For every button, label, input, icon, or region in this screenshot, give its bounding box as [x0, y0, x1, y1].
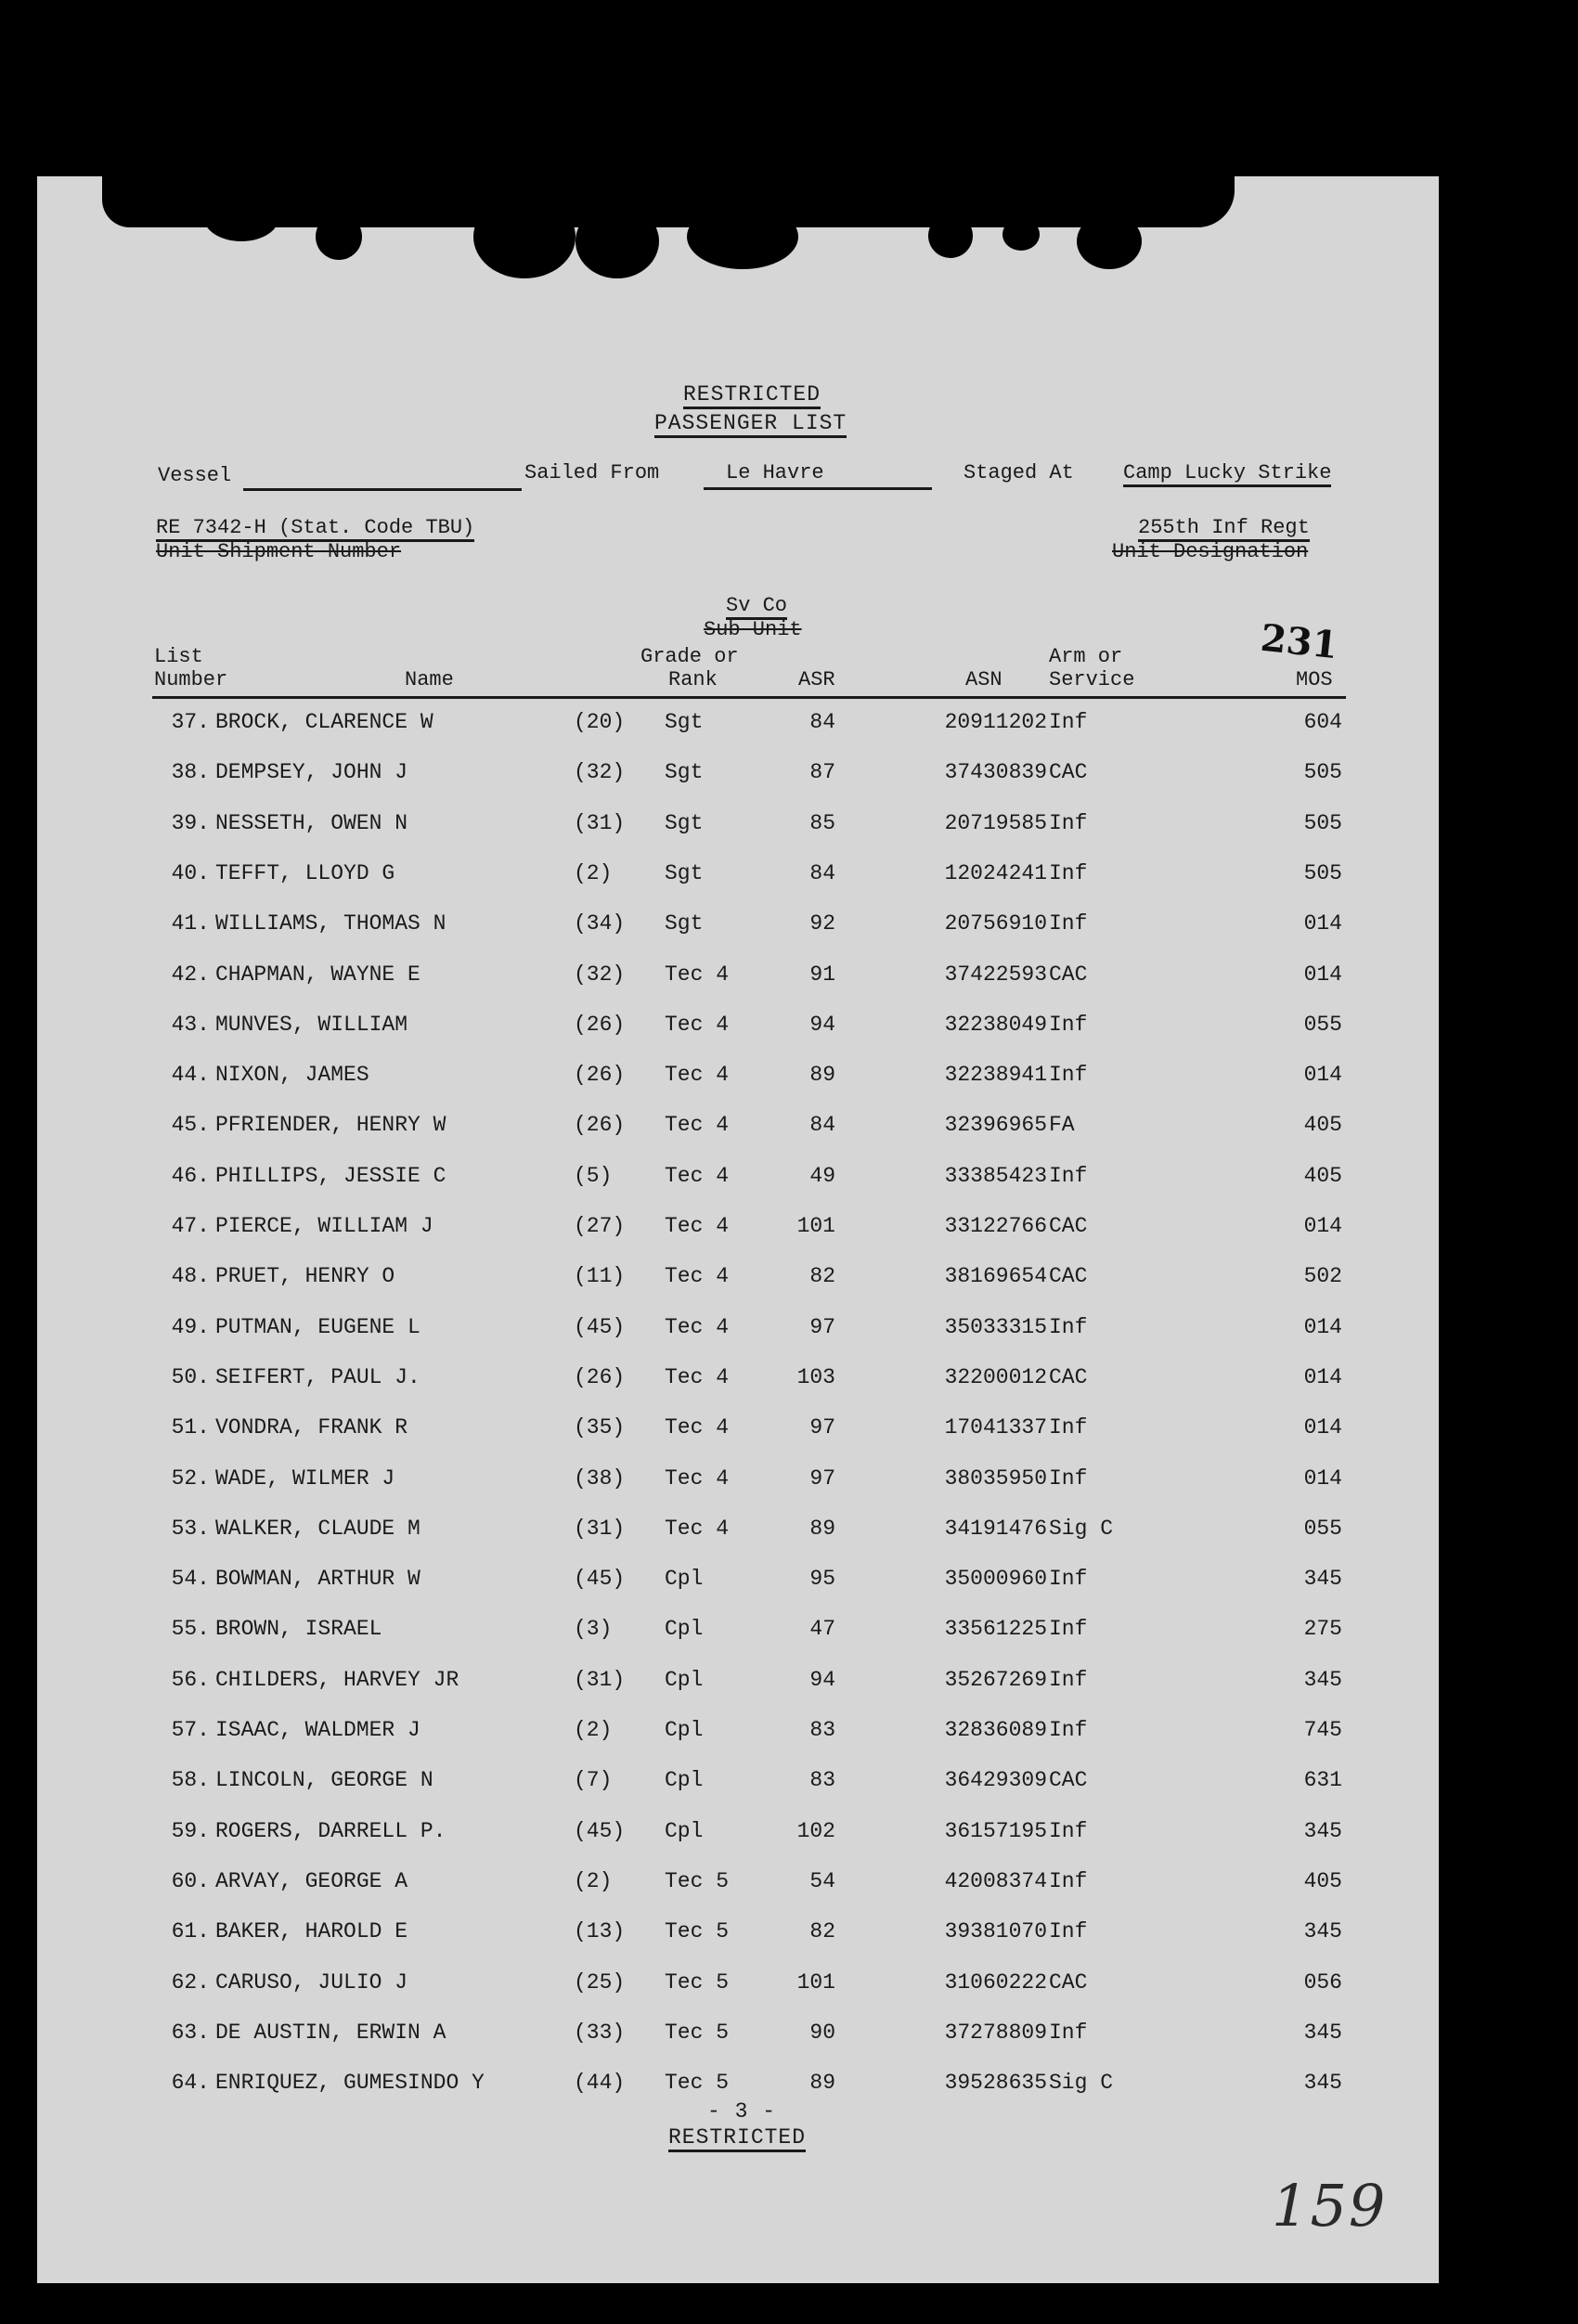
- handwritten-page-number: 159: [1272, 2172, 1388, 2240]
- list-number: 60.: [171, 1868, 210, 1893]
- document-page: [37, 176, 1439, 2283]
- grade: Tec 4: [665, 1314, 730, 1339]
- list-number: 56.: [171, 1667, 210, 1692]
- staged-at-value: Camp Lucky Strike: [1123, 461, 1331, 487]
- asr: 89: [809, 1516, 835, 1541]
- code: (45): [574, 1818, 626, 1843]
- asn: 32396965: [944, 1113, 1047, 1138]
- table-row: [37, 760, 1439, 797]
- code: (31): [574, 810, 626, 835]
- asn: 37422593: [944, 962, 1047, 987]
- mos: 345: [1303, 1567, 1342, 1592]
- unit-designation-value: 255th Inf Regt: [1138, 516, 1310, 542]
- table-row: [37, 1264, 1439, 1301]
- passenger-name: PHILLIPS, JESSIE C: [215, 1163, 446, 1188]
- asr: 101: [796, 1969, 835, 1995]
- table-row: [37, 911, 1439, 949]
- arm-service: CAC: [1049, 1364, 1088, 1389]
- mos: 014: [1303, 1415, 1342, 1440]
- asr: 97: [809, 1415, 835, 1440]
- arm-service: Inf: [1049, 1314, 1088, 1339]
- grade: Sgt: [665, 710, 704, 734]
- grade: Tec 4: [665, 1012, 730, 1037]
- code: (26): [574, 1012, 626, 1037]
- handwritten-page-mark: 231: [1258, 615, 1340, 668]
- passenger-name: WALKER, CLAUDE M: [215, 1516, 420, 1541]
- passenger-name: MUNVES, WILLIAM: [215, 1012, 408, 1037]
- list-number: 62.: [171, 1969, 210, 1995]
- sailed-line: [704, 487, 932, 490]
- col-list-number-line1: List: [154, 645, 203, 668]
- arm-service: FA: [1049, 1113, 1075, 1138]
- asn: 38169654: [944, 1264, 1047, 1289]
- col-grade-line1: Grade or: [640, 645, 739, 668]
- asn: 31060222: [944, 1969, 1047, 1995]
- table-row: [37, 811, 1439, 848]
- code: (32): [574, 962, 626, 987]
- list-number: 64.: [171, 2071, 210, 2096]
- mos: 014: [1303, 1314, 1342, 1339]
- passenger-name: CARUSO, JULIO J: [215, 1969, 408, 1995]
- unit-shipment-number-value: RE 7342-H (Stat. Code TBU): [156, 516, 474, 542]
- list-number: 42.: [171, 962, 210, 987]
- asn: 38035950: [944, 1465, 1047, 1491]
- asr: 84: [809, 1113, 835, 1138]
- header-rule: [152, 696, 1346, 699]
- asn: 37278809: [944, 2020, 1047, 2045]
- passenger-name: PFRIENDER, HENRY W: [215, 1113, 446, 1138]
- arm-service: Sig C: [1049, 1516, 1114, 1541]
- mos: 014: [1303, 1214, 1342, 1238]
- arm-service: Inf: [1049, 911, 1088, 936]
- list-number: 57.: [171, 1718, 210, 1742]
- asn: 42008374: [944, 1868, 1047, 1893]
- mos: 505: [1303, 860, 1342, 885]
- asr: 47: [809, 1617, 835, 1642]
- grade: Tec 4: [665, 1214, 730, 1238]
- asn: 32200012: [944, 1364, 1047, 1389]
- passenger-name: WADE, WILMER J: [215, 1465, 395, 1491]
- grade: Sgt: [665, 911, 704, 936]
- passenger-name: CHAPMAN, WAYNE E: [215, 962, 420, 987]
- arm-service: Inf: [1049, 1163, 1088, 1188]
- asr: 97: [809, 1314, 835, 1339]
- arm-service: Inf: [1049, 860, 1088, 885]
- passenger-name: DEMPSEY, JOHN J: [215, 760, 408, 785]
- list-number: 59.: [171, 1818, 210, 1843]
- code: (38): [574, 1465, 626, 1491]
- mos: 014: [1303, 1465, 1342, 1491]
- table-row: [37, 1466, 1439, 1504]
- grade: Tec 4: [665, 1063, 730, 1088]
- grade: Sgt: [665, 860, 704, 885]
- table-row: [37, 1919, 1439, 1956]
- grade: Tec 5: [665, 1969, 730, 1995]
- code: (11): [574, 1264, 626, 1289]
- asr: 103: [796, 1364, 835, 1389]
- table-row: [37, 1365, 1439, 1402]
- col-name: Name: [405, 668, 454, 691]
- arm-service: Inf: [1049, 710, 1088, 734]
- passenger-name: ENRIQUEZ, GUMESINDO Y: [215, 2071, 485, 2096]
- asn: 36157195: [944, 1818, 1047, 1843]
- list-number: 55.: [171, 1617, 210, 1642]
- mos: 055: [1303, 1516, 1342, 1541]
- asn: 35267269: [944, 1667, 1047, 1692]
- code: (7): [574, 1768, 613, 1793]
- passenger-name: PRUET, HENRY O: [215, 1264, 395, 1289]
- asn: 33385423: [944, 1163, 1047, 1188]
- mos: 505: [1303, 760, 1342, 785]
- code: (26): [574, 1063, 626, 1088]
- col-asr: ASR: [798, 668, 835, 691]
- list-number: 61.: [171, 1919, 210, 1944]
- arm-service: Inf: [1049, 1667, 1088, 1692]
- arm-service: Inf: [1049, 2020, 1088, 2045]
- passenger-name: BROWN, ISRAEL: [215, 1617, 382, 1642]
- arm-service: Sig C: [1049, 2071, 1114, 2096]
- table-row: [37, 1214, 1439, 1251]
- arm-service: CAC: [1049, 962, 1088, 987]
- asn: 33561225: [944, 1617, 1047, 1642]
- list-number: 48.: [171, 1264, 210, 1289]
- col-arm-line1: Arm or: [1049, 645, 1123, 668]
- asr: 97: [809, 1465, 835, 1491]
- asr: 84: [809, 710, 835, 734]
- arm-service: CAC: [1049, 1264, 1088, 1289]
- list-number: 53.: [171, 1516, 210, 1541]
- mos: 345: [1303, 1818, 1342, 1843]
- asr: 82: [809, 1919, 835, 1944]
- mos: 505: [1303, 810, 1342, 835]
- list-number: 49.: [171, 1314, 210, 1339]
- code: (26): [574, 1364, 626, 1389]
- code: (2): [574, 1868, 613, 1893]
- passenger-name: PUTMAN, EUGENE L: [215, 1314, 420, 1339]
- code: (27): [574, 1214, 626, 1238]
- code: (25): [574, 1969, 626, 1995]
- grade: Tec 4: [665, 962, 730, 987]
- passenger-name: DE AUSTIN, ERWIN A: [215, 2020, 446, 2045]
- code: (31): [574, 1667, 626, 1692]
- code: (32): [574, 760, 626, 785]
- asr: 102: [796, 1818, 835, 1843]
- asn: 32836089: [944, 1718, 1047, 1742]
- list-number: 50.: [171, 1364, 210, 1389]
- table-row: [37, 1415, 1439, 1452]
- arm-service: Inf: [1049, 1567, 1088, 1592]
- arm-service: Inf: [1049, 1465, 1088, 1491]
- mos: 405: [1303, 1163, 1342, 1188]
- code: (2): [574, 860, 613, 885]
- passenger-name: PIERCE, WILLIAM J: [215, 1214, 433, 1238]
- mos: 345: [1303, 1667, 1342, 1692]
- arm-service: CAC: [1049, 1214, 1088, 1238]
- asr: 94: [809, 1012, 835, 1037]
- list-number: 39.: [171, 810, 210, 835]
- restricted-heading: RESTRICTED: [683, 382, 821, 409]
- passenger-name: LINCOLN, GEORGE N: [215, 1768, 433, 1793]
- list-number: 58.: [171, 1768, 210, 1793]
- grade: Tec 4: [665, 1163, 730, 1188]
- asr: 87: [809, 760, 835, 785]
- passenger-name: NIXON, JAMES: [215, 1063, 369, 1088]
- table-row: [37, 1869, 1439, 1906]
- arm-service: Inf: [1049, 1012, 1088, 1037]
- table-row: [37, 1567, 1439, 1604]
- passenger-name: CHILDERS, HARVEY JR: [215, 1667, 459, 1692]
- unit-shipment-number-label: Unit Shipment Number: [156, 540, 402, 563]
- arm-service: CAC: [1049, 1768, 1088, 1793]
- asn: 12024241: [944, 860, 1047, 885]
- code: (20): [574, 710, 626, 734]
- passenger-name: BOWMAN, ARTHUR W: [215, 1567, 420, 1592]
- table-row: [37, 1768, 1439, 1805]
- mos: 014: [1303, 911, 1342, 936]
- mos: 014: [1303, 1063, 1342, 1088]
- sailed-from-label: Sailed From: [524, 461, 660, 484]
- asn: 34191476: [944, 1516, 1047, 1541]
- mos: 345: [1303, 2020, 1342, 2045]
- mos: 502: [1303, 1264, 1342, 1289]
- mos: 345: [1303, 1919, 1342, 1944]
- table-row: [37, 1063, 1439, 1100]
- asr: 92: [809, 911, 835, 936]
- code: (35): [574, 1415, 626, 1440]
- table-row: [37, 1113, 1439, 1150]
- arm-service: Inf: [1049, 1617, 1088, 1642]
- grade: Tec 4: [665, 1113, 730, 1138]
- grade: Cpl: [665, 1718, 704, 1742]
- torn-top-edge: [37, 176, 1439, 297]
- passenger-name: WILLIAMS, THOMAS N: [215, 911, 446, 936]
- grade: Cpl: [665, 1768, 704, 1793]
- arm-service: Inf: [1049, 1063, 1088, 1088]
- asr: 89: [809, 2071, 835, 2096]
- asr: 90: [809, 2020, 835, 2045]
- passenger-list-title: PASSENGER LIST: [654, 411, 847, 438]
- passenger-name: NESSETH, OWEN N: [215, 810, 408, 835]
- table-row: [37, 710, 1439, 747]
- arm-service: Inf: [1049, 1919, 1088, 1944]
- table-row: [37, 1668, 1439, 1705]
- asr: 84: [809, 860, 835, 885]
- table-row: [37, 962, 1439, 1000]
- mos: 014: [1303, 962, 1342, 987]
- mos: 405: [1303, 1868, 1342, 1893]
- mos: 275: [1303, 1617, 1342, 1642]
- asr: 85: [809, 810, 835, 835]
- page-number: - 3 -: [707, 2099, 777, 2124]
- list-number: 51.: [171, 1415, 210, 1440]
- grade: Tec 4: [665, 1465, 730, 1491]
- list-number: 40.: [171, 860, 210, 885]
- mos: 604: [1303, 710, 1342, 734]
- grade: Sgt: [665, 760, 704, 785]
- col-arm-line2: Service: [1049, 668, 1135, 691]
- list-number: 43.: [171, 1012, 210, 1037]
- list-number: 47.: [171, 1214, 210, 1238]
- grade: Tec 4: [665, 1415, 730, 1440]
- code: (45): [574, 1314, 626, 1339]
- vessel-line: [243, 488, 522, 491]
- arm-service: Inf: [1049, 1718, 1088, 1742]
- passenger-name: ISAAC, WALDMER J: [215, 1718, 420, 1742]
- asn: 20719585: [944, 810, 1047, 835]
- grade: Tec 4: [665, 1516, 730, 1541]
- arm-service: Inf: [1049, 1415, 1088, 1440]
- mos: 345: [1303, 2071, 1342, 2096]
- table-row: [37, 1718, 1439, 1755]
- passenger-name: ARVAY, GEORGE A: [215, 1868, 408, 1893]
- table-row: [37, 2021, 1439, 2058]
- mos: 056: [1303, 1969, 1342, 1995]
- asn: 35000960: [944, 1567, 1047, 1592]
- sailed-from-value: Le Havre: [726, 461, 824, 484]
- asn: 32238049: [944, 1012, 1047, 1037]
- table-row: [37, 1164, 1439, 1201]
- list-number: 37.: [171, 710, 210, 734]
- asn: 17041337: [944, 1415, 1047, 1440]
- asr: 89: [809, 1063, 835, 1088]
- code: (33): [574, 2020, 626, 2045]
- mos: 631: [1303, 1768, 1342, 1793]
- passenger-name: SEIFERT, PAUL J.: [215, 1364, 420, 1389]
- list-number: 54.: [171, 1567, 210, 1592]
- table-row: [37, 1970, 1439, 2008]
- list-number: 45.: [171, 1113, 210, 1138]
- asn: 39381070: [944, 1919, 1047, 1944]
- asn: 32238941: [944, 1063, 1047, 1088]
- asn: 39528635: [944, 2071, 1047, 2096]
- col-grade-line2: Rank: [668, 668, 718, 691]
- grade: Cpl: [665, 1567, 704, 1592]
- passenger-name: TEFFT, LLOYD G: [215, 860, 395, 885]
- passenger-name: ROGERS, DARRELL P.: [215, 1818, 446, 1843]
- unit-designation-label: Unit Designation: [1112, 540, 1309, 563]
- asn: 20756910: [944, 911, 1047, 936]
- mos: 745: [1303, 1718, 1342, 1742]
- grade: Tec 5: [665, 2071, 730, 2096]
- code: (44): [574, 2071, 626, 2096]
- grade: Tec 5: [665, 1919, 730, 1944]
- asr: 54: [809, 1868, 835, 1893]
- list-number: 52.: [171, 1465, 210, 1491]
- arm-service: CAC: [1049, 1969, 1088, 1995]
- passenger-name: BROCK, CLARENCE W: [215, 710, 433, 734]
- code: (3): [574, 1617, 613, 1642]
- table-row: [37, 1517, 1439, 1554]
- passenger-name: VONDRA, FRANK R: [215, 1415, 408, 1440]
- table-row: [37, 1617, 1439, 1654]
- asn: 36429309: [944, 1768, 1047, 1793]
- sub-unit-label: Sub-Unit: [704, 618, 802, 641]
- asr: 101: [796, 1214, 835, 1238]
- arm-service: CAC: [1049, 760, 1088, 785]
- grade: Tec 4: [665, 1364, 730, 1389]
- list-number: 63.: [171, 2020, 210, 2045]
- list-number: 38.: [171, 760, 210, 785]
- asr: 49: [809, 1163, 835, 1188]
- asr: 91: [809, 962, 835, 987]
- asr: 94: [809, 1667, 835, 1692]
- asn: 35033315: [944, 1314, 1047, 1339]
- code: (31): [574, 1516, 626, 1541]
- passenger-name: BAKER, HAROLD E: [215, 1919, 408, 1944]
- grade: Tec 5: [665, 1868, 730, 1893]
- grade: Cpl: [665, 1617, 704, 1642]
- list-number: 44.: [171, 1063, 210, 1088]
- code: (34): [574, 911, 626, 936]
- asr: 83: [809, 1718, 835, 1742]
- grade: Tec 5: [665, 2020, 730, 2045]
- table-row: [37, 1819, 1439, 1856]
- grade: Cpl: [665, 1818, 704, 1843]
- list-number: 46.: [171, 1163, 210, 1188]
- staged-at-label: Staged At: [964, 461, 1074, 484]
- asn: 37430839: [944, 760, 1047, 785]
- table-row: [37, 1315, 1439, 1352]
- col-mos: MOS: [1296, 668, 1333, 691]
- arm-service: Inf: [1049, 810, 1088, 835]
- asn: 33122766: [944, 1214, 1047, 1238]
- code: (5): [574, 1163, 613, 1188]
- table-row: [37, 1013, 1439, 1050]
- code: (2): [574, 1718, 613, 1742]
- asr: 95: [809, 1567, 835, 1592]
- list-number: 41.: [171, 911, 210, 936]
- mos: 014: [1303, 1364, 1342, 1389]
- mos: 055: [1303, 1012, 1342, 1037]
- asr: 82: [809, 1264, 835, 1289]
- asn: 20911202: [944, 710, 1047, 734]
- asr: 83: [809, 1768, 835, 1793]
- grade: Sgt: [665, 810, 704, 835]
- code: (13): [574, 1919, 626, 1944]
- code: (45): [574, 1567, 626, 1592]
- col-list-number-line2: Number: [154, 668, 228, 691]
- code: (26): [574, 1113, 626, 1138]
- arm-service: Inf: [1049, 1818, 1088, 1843]
- arm-service: Inf: [1049, 1868, 1088, 1893]
- table-row: [37, 861, 1439, 898]
- col-asn: ASN: [965, 668, 1002, 691]
- sub-unit-value: Sv Co: [726, 594, 787, 620]
- grade: Tec 4: [665, 1264, 730, 1289]
- grade: Cpl: [665, 1667, 704, 1692]
- vessel-label: Vessel: [158, 464, 232, 487]
- mos: 405: [1303, 1113, 1342, 1138]
- restricted-footer: RESTRICTED: [668, 2125, 806, 2152]
